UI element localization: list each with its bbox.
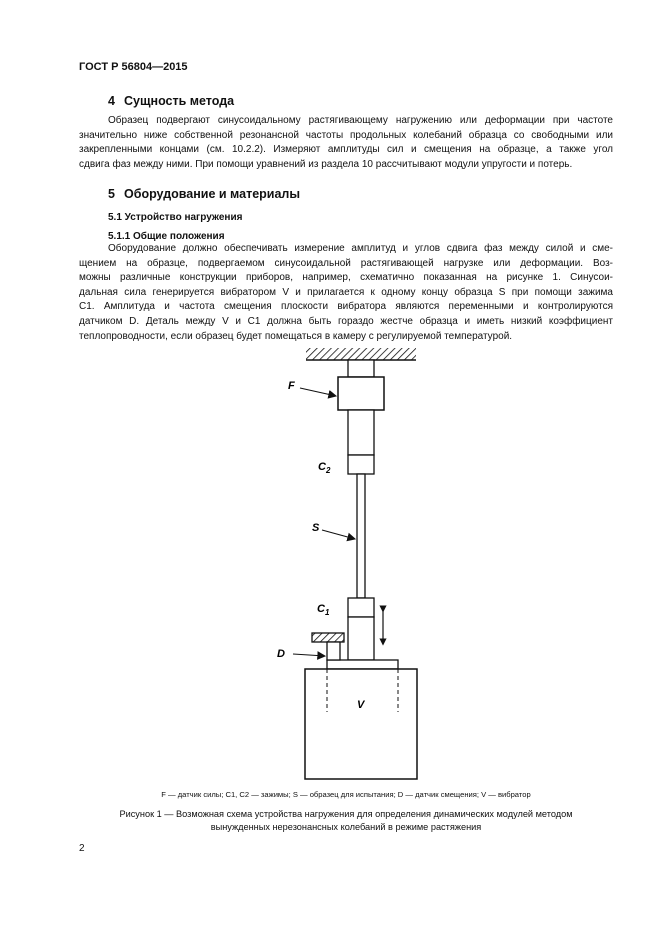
leader-s: [322, 530, 355, 539]
section-5-line: C1. Амплитуда и частота смещения плоскости вибратора являются переменными и контролируются: [79, 301, 613, 313]
label-d: D: [277, 648, 285, 660]
figure-caption-line: Рисунок 1 — Возможная схема устройства нагружения для определения динамических модулей методом: [119, 809, 573, 819]
page-number: 2: [79, 843, 85, 854]
subsection-5-1-heading: 5.1 Устройство нагружения: [108, 212, 243, 223]
ceiling-hatch: [306, 348, 416, 360]
section-5-line: можны различные конструкции приборов, например, схематично показанная на рисунке 1. Синусои-: [79, 272, 613, 284]
section-5-title: Оборудование и материалы: [124, 187, 301, 201]
specimen: [357, 474, 365, 598]
label-c2-letter: C: [318, 461, 326, 473]
section-4-number: 4: [108, 94, 115, 108]
label-c2: [318, 461, 331, 475]
displacement-sensor-mount: [312, 633, 344, 642]
label-v: V: [357, 699, 365, 711]
label-f: F: [288, 380, 295, 392]
label-c1-letter: C: [317, 603, 325, 615]
figure-legend: F — датчик силы; C1, C2 — зажимы; S — образец для испытания; D — датчик смещения; V — вибратор: [161, 790, 531, 799]
section-4-line: Образец подвергают синусоидальному растягивающему нагружению или деформации при частоте: [108, 115, 613, 126]
label-s: S: [312, 522, 320, 534]
label-c1: [317, 603, 330, 617]
leader-f: [300, 388, 336, 396]
section-5-line: дальная сила генерируется вибратором V и прилагается к одному концу образца S при помощи зажима: [79, 286, 613, 298]
figure-caption-line: вынужденных нерезонансных колебаний в режиме растяжения: [210, 822, 482, 832]
section-5-number: 5: [108, 187, 115, 201]
label-c1-sub: 1: [324, 608, 330, 617]
vibrator-plate: [327, 660, 398, 669]
figure-caption: [79, 808, 613, 834]
section-5-line: теплопроводности, если образец будет помещаться в камеру с регулируемой температурой.: [79, 330, 513, 342]
section-5-line: датчиком D. Деталь между V и C1 должна быть гораздо жестче образца и иметь низкий коэффициент: [79, 315, 613, 327]
vibrator-body: [305, 669, 417, 779]
upper-rod: [348, 360, 374, 377]
force-sensor: [338, 377, 384, 410]
clamp-c2: [348, 455, 374, 474]
label-c2-sub: 2: [325, 466, 331, 475]
displacement-sensor: [327, 642, 340, 660]
section-4-line: сдвига фаз между ними. При помощи уравнений из раздела 10 рассчитывают модули упругости и потерь.: [79, 158, 573, 170]
leader-d: [293, 654, 325, 656]
rod-f-c2: [348, 410, 374, 455]
section-4-line: закрепленными концами (см. 10.2.2). Измеряют амплитуды сил и смещения на образце, а также угол: [79, 144, 613, 156]
section-5-line: щением на образце, подвергаемом синусоидальной растягивающей нагрузке или деформации. Воз-: [79, 257, 613, 269]
document-header: ГОСТ Р 56804—2015: [79, 61, 188, 73]
section-4-title: Сущность метода: [124, 94, 235, 108]
clamp-c1: [348, 598, 374, 617]
section-4-line: значительно ниже собственной резонансной частоты продольных колебаний образца со свободными или: [79, 129, 613, 141]
subsection-5-1-1-heading: 5.1.1 Общие положения: [108, 231, 225, 242]
rod-c1-plate: [348, 617, 374, 660]
section-5-line: Оборудование должно обеспечивать измерение амплитуд и углов сдвига фаз между силой и сме-: [108, 243, 613, 254]
